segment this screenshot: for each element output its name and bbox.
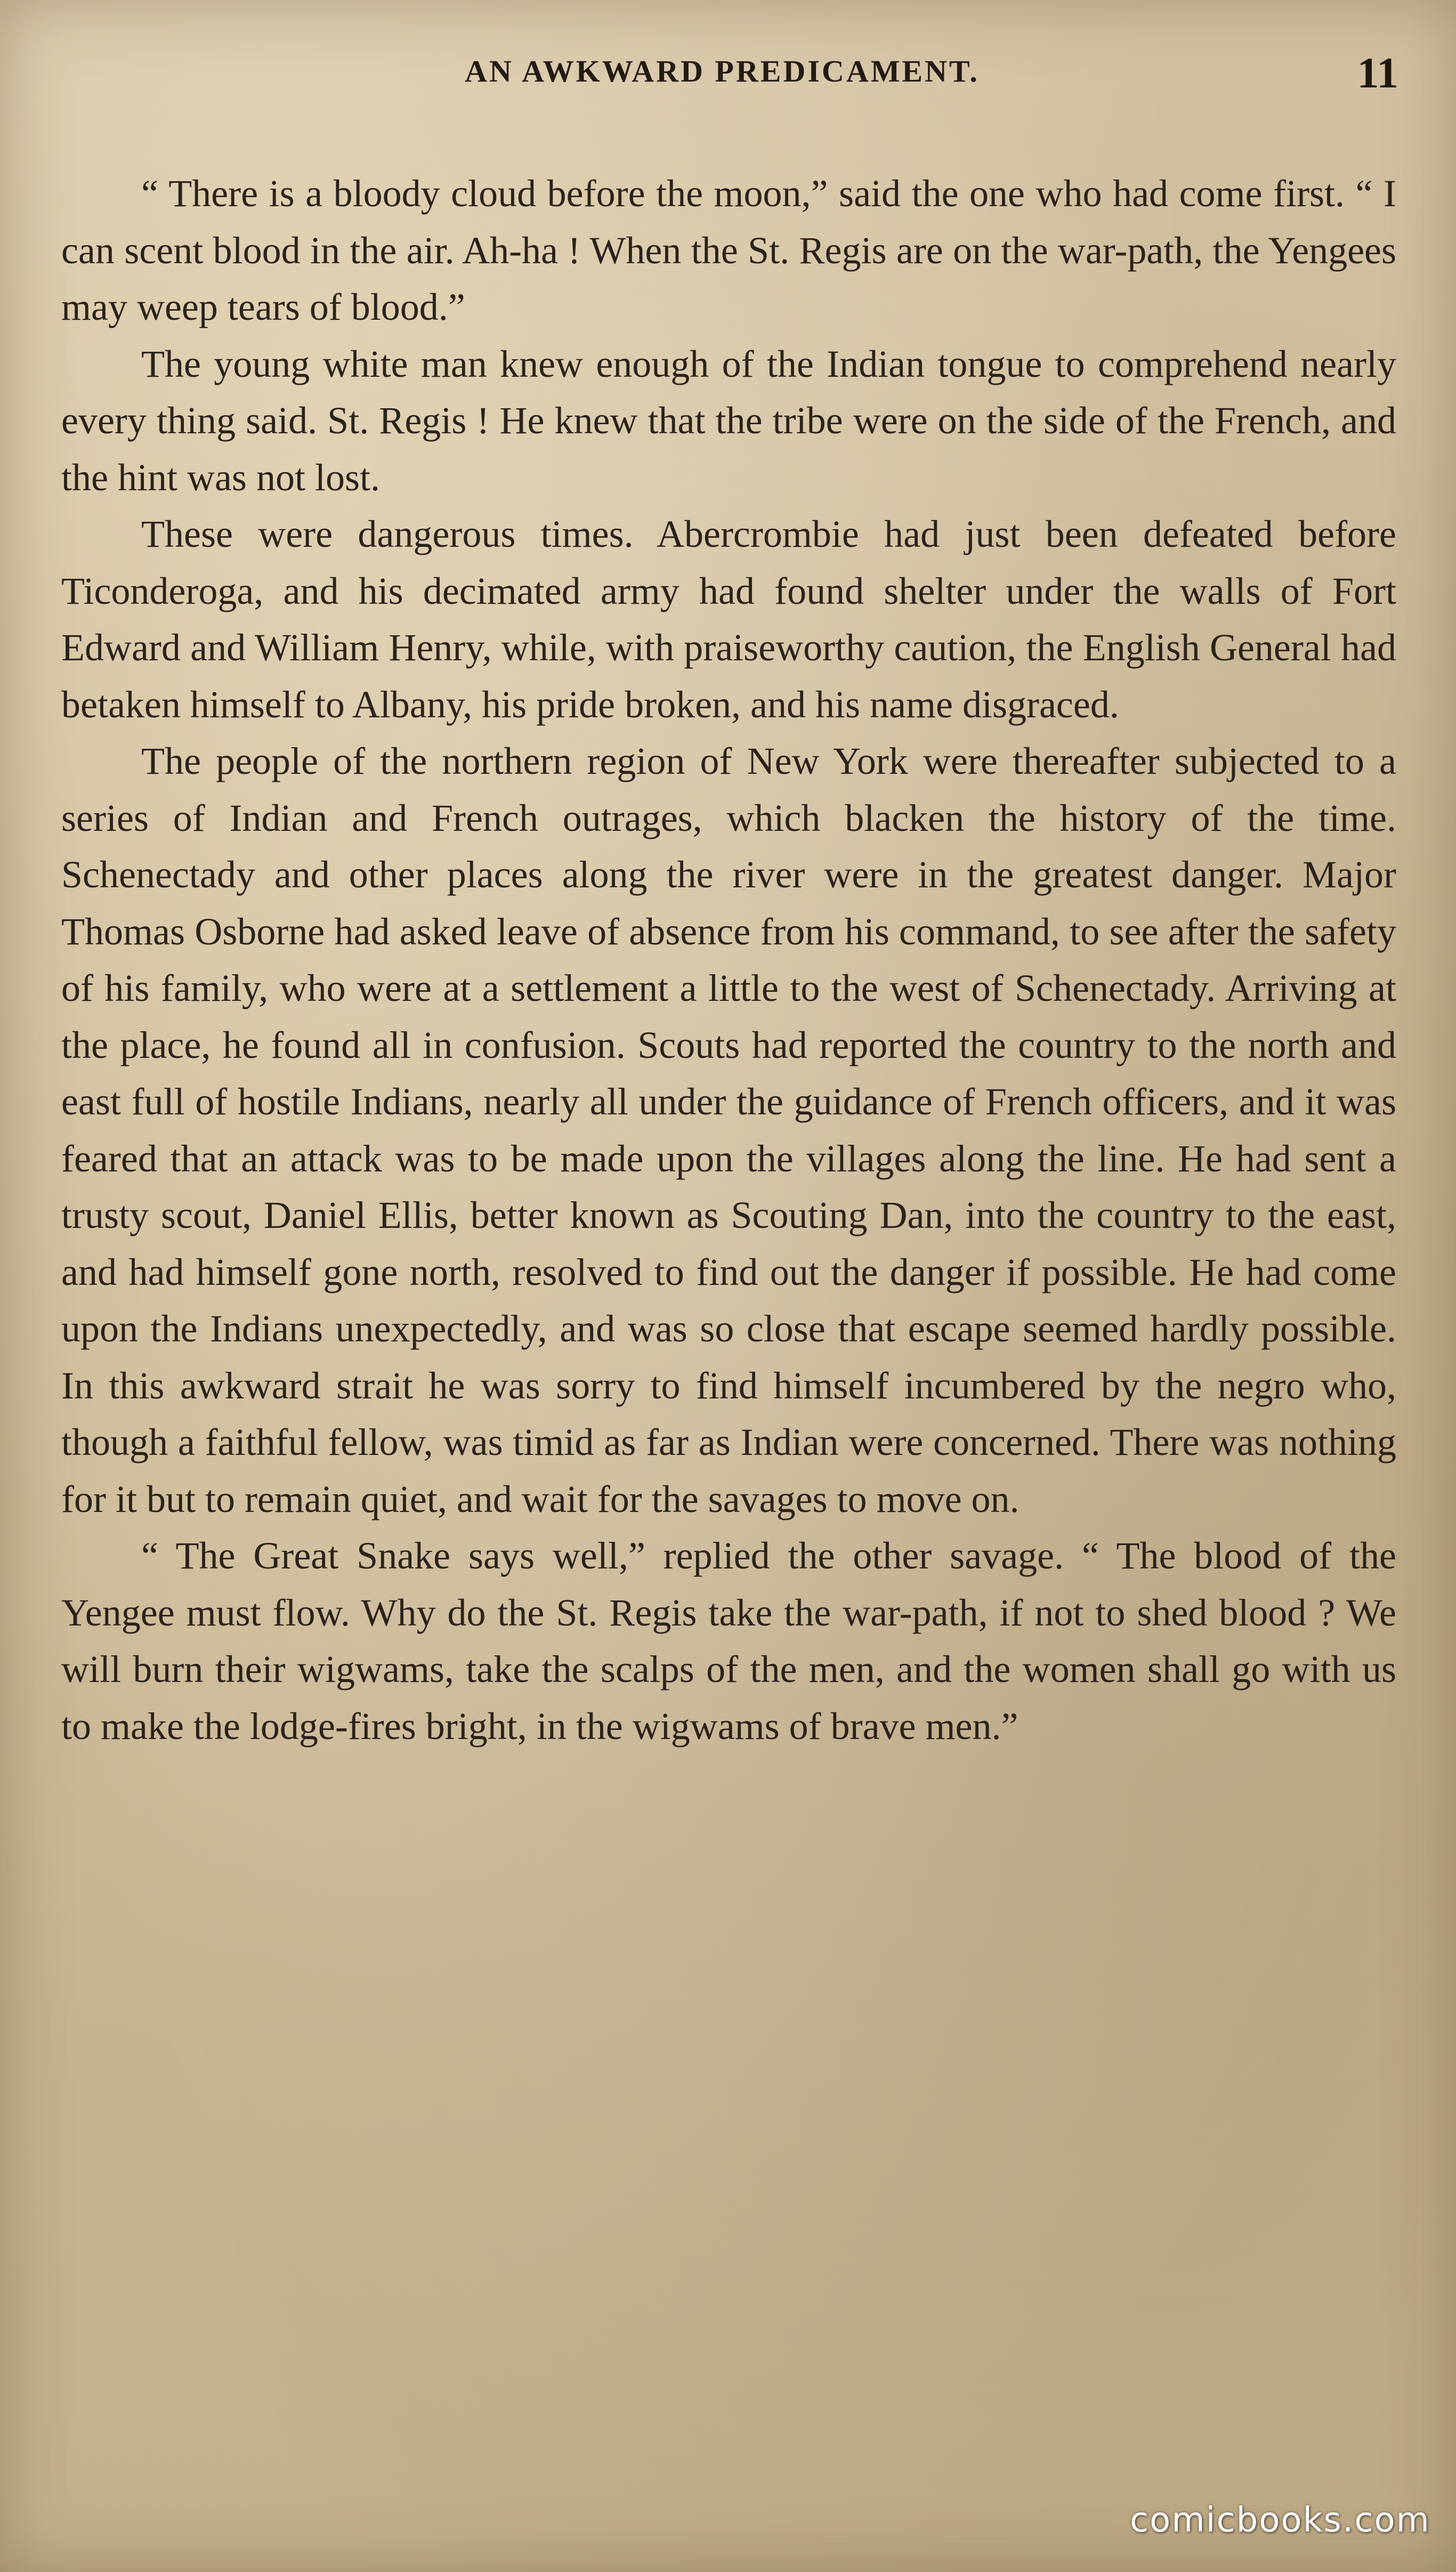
paragraph: “ There is a bloody cloud before the moon,” said the one who had come first. “ I can scent blood in the air. Ah-ha ! When the St. Regis are on the war-path, the Yengees may weep tears of blood.” — [61, 172, 1396, 328]
running-head: AN AWKWARD PREDICAMENT. — [465, 54, 980, 88]
paragraph: The people of the northern region of New York were thereafter subjected to a series of Indian and French outrages, which blacken the history of the time. Schenectady and other places along the river were in the greatest danger. Major Thomas Osborne had asked leave of absence from his command, to see after the safety of his family, who were at a settlement a little to the west of Schenectady. Arriving at the place, he found all in confusion. Scouts had reported the country to the north and east full of hostile Indians, nearly all under the guidance of French officers, and it was feared that an attack was to be made upon the villages along the line. He had sent a trusty scout, Daniel Ellis, better known as Scouting Dan, into the country to the east, and had himself gone north, resolved to find out the danger if possible. He had come upon the Indians unexpectedly, and was so close that escape seemed hardly possible. In this awkward strait he was sorry to find himself incumbered by the negro who, though a faithful fellow, was timid as far as Indian were concerned. There was nothing for it but to remain quiet, and wait for the savages to move on. — [61, 740, 1396, 1520]
paragraph: “ The Great Snake says well,” replied the other savage. “ The blood of the Yengee must flow. Why do the St. Regis take the war-path, if not to shed blood ? We will burn their wigwams, take the scalps of the men, and the women shall go with us to make the lodge-fires bright, in the wigwams of brave men.” — [61, 1534, 1396, 1748]
watermark: comicbooks.com — [1129, 2501, 1430, 2540]
paragraph: These were dangerous times. Abercrombie had just been defeated before Ticonderoga, and his decimated army had found shelter under the walls of Fort Edward and William Henry, while, with praiseworthy caution, the English General had betaken himself to Albany, his pride broken, and his name disgraced. — [61, 513, 1396, 726]
paragraph: The young white man knew enough of the Indian tongue to comprehend nearly every thing said. St. Regis ! He knew that the tribe were on the side of the French, and the hint was not lost. — [61, 342, 1396, 499]
page-number: 11 — [1357, 48, 1398, 97]
body-text — [61, 165, 1396, 1754]
